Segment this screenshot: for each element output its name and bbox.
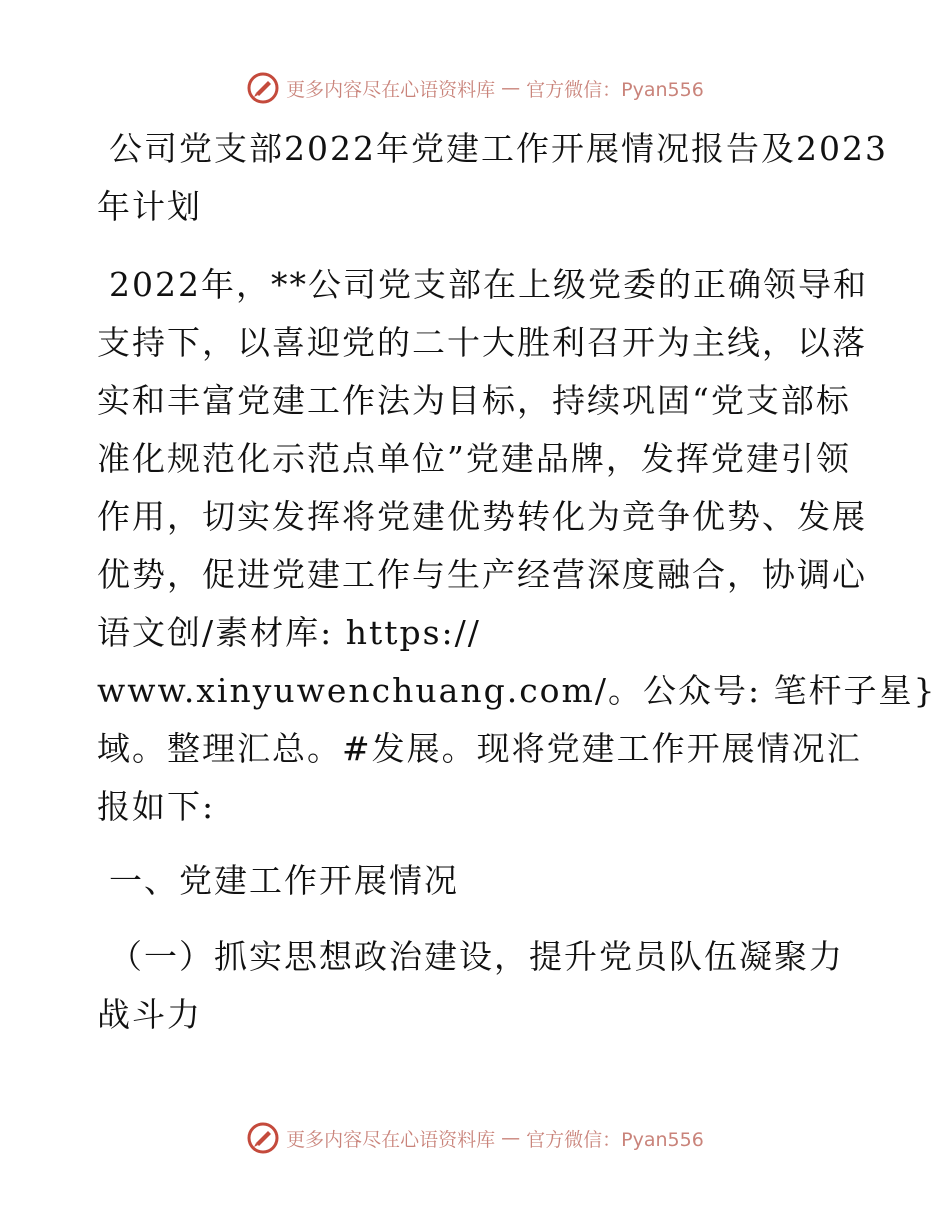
section-heading [97,852,857,910]
paragraph-line: www.xinyuwenchuang.com/。公众号: 笔杆子星} [97,671,937,710]
paragraph-line: 准化规范化示范点单位”党建品牌，发挥党建引领 [97,439,851,478]
paragraph-line: 域。整理汇总。#发展。现将党建工作开展情况汇 [97,729,862,768]
subsection-heading [97,928,857,1044]
brand-logo-icon [246,71,280,105]
brand-logo-icon [246,1121,280,1155]
paragraph-line: 2022年，**公司党支部在上级党委的正确领导和 [109,265,868,304]
watermark-separator: — [501,77,521,99]
title-line: 公司党支部2022年党建工作开展情况报告及2023 [109,129,888,168]
document-title [97,120,888,236]
paragraph-line: 语文创/素材库: https:// [97,613,481,652]
watermark-banner-bottom [0,1120,950,1156]
watermark-wechat: 官方微信：Pyan556 [526,1128,704,1151]
paragraph-line: 报如下: [97,787,216,826]
paragraph-line: 支持下，以喜迎党的二十大胜利召开为主线，以落 [97,323,867,362]
heading-line: 一、党建工作开展情况 [109,861,459,900]
paragraph-line: 作用，切实发挥将党建优势转化为竞争优势、发展 [97,497,867,536]
title-line: 年计划 [97,187,202,226]
paragraph-line: 优势，促进党建工作与生产经营深度融合，协调心 [97,555,867,594]
document-body [97,120,937,1062]
subheading-line: 战斗力 [97,995,202,1034]
watermark-text: 更多内容尽在心语资料库 [286,78,496,101]
watermark-banner-top [0,70,950,106]
paragraph-line: 实和丰富党建工作法为目标，持续巩固“党支部标 [97,381,851,420]
intro-paragraph [97,256,937,836]
watermark-text: 更多内容尽在心语资料库 [286,1128,496,1151]
watermark-wechat: 官方微信：Pyan556 [526,78,704,101]
watermark-separator: — [501,1127,521,1149]
subheading-line: （一）抓实思想政治建设，提升党员队伍凝聚力 [109,937,844,976]
